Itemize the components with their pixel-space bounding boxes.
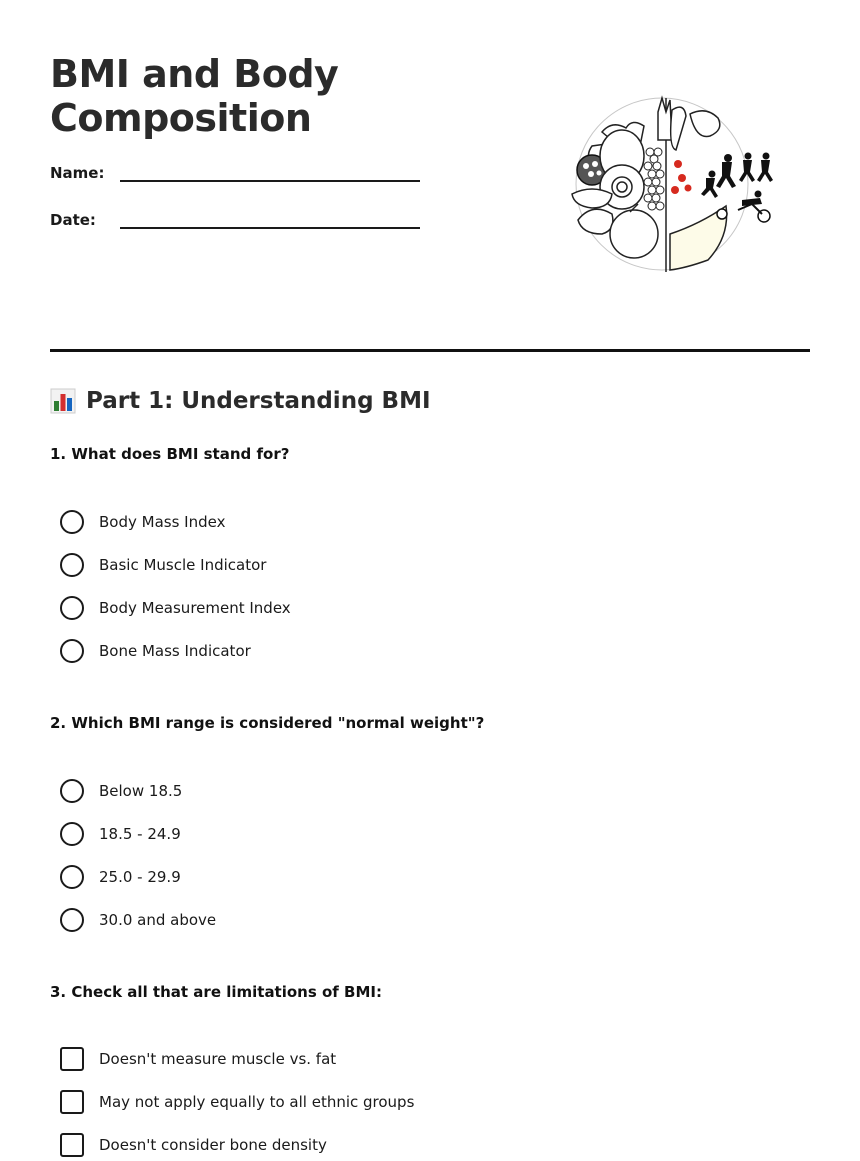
page-title: BMI and Body Composition (50, 52, 339, 140)
date-field[interactable] (50, 211, 420, 229)
q1-option-1[interactable] (60, 510, 225, 534)
radio-button[interactable] (60, 553, 84, 577)
radio-button[interactable] (60, 510, 84, 534)
name-label: Name: (50, 164, 105, 182)
q2-option-4[interactable] (60, 908, 216, 932)
radio-button[interactable] (60, 779, 84, 803)
q2-option-3[interactable] (60, 865, 181, 889)
q1-option-4[interactable] (60, 639, 251, 663)
option-label: Bone Mass Indicator (99, 642, 251, 660)
radio-button[interactable] (60, 822, 84, 846)
radio-button[interactable] (60, 908, 84, 932)
q2-option-1[interactable] (60, 779, 182, 803)
question-3: 3. Check all that are limitations of BMI: (50, 983, 382, 1001)
option-label: Basic Muscle Indicator (99, 556, 267, 574)
date-label: Date: (50, 211, 96, 229)
nutrition-and-exercise-plate-illustration (562, 94, 792, 274)
q3-option-3[interactable] (60, 1133, 327, 1157)
option-label: Doesn't measure muscle vs. fat (99, 1050, 337, 1068)
option-label: Body Mass Index (99, 513, 226, 531)
q1-option-3[interactable] (60, 596, 291, 620)
checkbox[interactable] (60, 1133, 84, 1157)
bar-chart-icon (50, 388, 76, 414)
question-2: 2. Which BMI range is considered "normal weight"? (50, 714, 485, 732)
radio-button[interactable] (60, 865, 84, 889)
option-label: 30.0 and above (99, 911, 217, 929)
name-line[interactable] (120, 180, 420, 182)
q3-option-2[interactable] (60, 1090, 414, 1114)
option-label: Body Measurement Index (99, 599, 291, 617)
header-divider (50, 349, 810, 352)
date-line[interactable] (120, 227, 420, 229)
part1-heading (50, 388, 431, 414)
option-label: Doesn't consider bone density (99, 1136, 327, 1154)
option-label: 25.0 - 29.9 (99, 868, 181, 886)
q3-option-1[interactable] (60, 1047, 336, 1071)
q2-option-2[interactable] (60, 822, 181, 846)
worksheet-header (50, 52, 810, 252)
option-label: 18.5 - 24.9 (99, 825, 181, 843)
checkbox[interactable] (60, 1047, 84, 1071)
q1-option-2[interactable] (60, 553, 266, 577)
question-1: 1. What does BMI stand for? (50, 445, 290, 463)
radio-button[interactable] (60, 596, 84, 620)
checkbox[interactable] (60, 1090, 84, 1114)
option-label: Below 18.5 (99, 782, 183, 800)
radio-button[interactable] (60, 639, 84, 663)
name-field[interactable] (50, 164, 420, 182)
option-label: May not apply equally to all ethnic groups (99, 1093, 415, 1111)
part1-title: Part 1: Understanding BMI (86, 388, 431, 414)
